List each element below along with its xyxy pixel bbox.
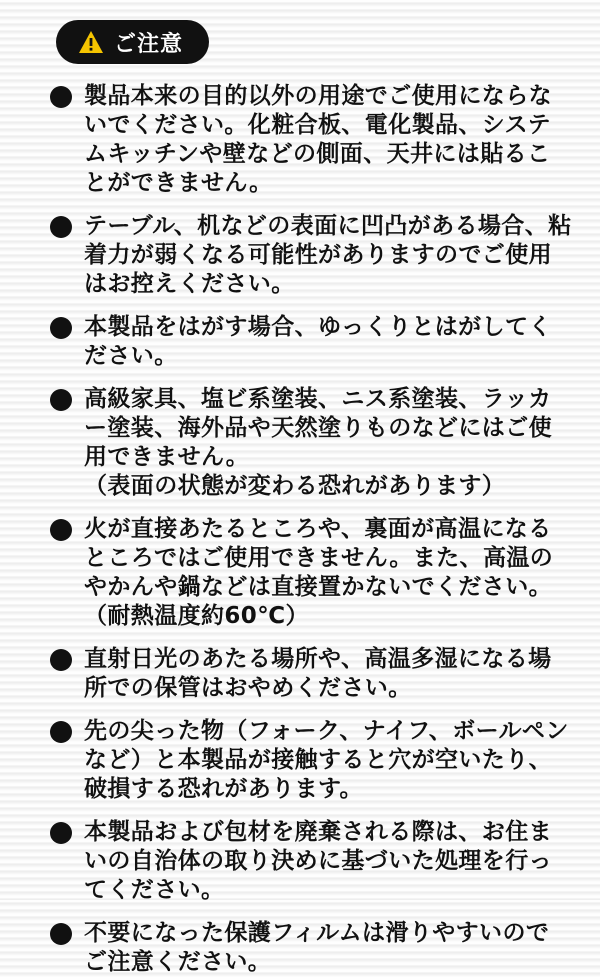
bullet-icon	[50, 822, 72, 844]
bullet-icon	[50, 317, 72, 339]
bullet-icon	[50, 649, 72, 671]
caution-note-text: 本製品をはがす場合、ゆっくりとはがしてください。	[84, 314, 552, 369]
caution-note-text: 火が直接あたるところや、裏面が高温になるところではご使用できません。また、高温のやかんや鍋などは直接置かないでください。	[84, 516, 554, 600]
bullet-icon	[50, 721, 72, 743]
caution-note-text: 製品本来の目的以外の用途でご使用にならないでください。化粧合板、電化製品、システムキッチンや壁などの側面、天井には貼ることができません。	[84, 83, 552, 196]
caution-note	[50, 385, 572, 501]
caution-note-text: 不要になった保護フィルムは滑りやすいのでご注意ください。	[84, 920, 550, 975]
bullet-icon	[50, 519, 72, 541]
caution-note	[50, 515, 572, 631]
caution-note-subnote: （表面の状態が変わる恐れがあります）	[84, 473, 506, 499]
bullet-icon	[50, 389, 72, 411]
caution-note	[50, 82, 572, 198]
caution-note	[50, 313, 572, 371]
caution-note	[50, 919, 572, 977]
caution-note-subnote: （耐熱温度約60℃）	[84, 603, 309, 629]
caution-note-text: テーブル、机などの表面に凹凸がある場合、粘着力が弱くなる可能性がありますのでご使用はお控えください。	[84, 213, 572, 297]
caution-notes-list	[50, 82, 572, 977]
caution-header-badge	[56, 20, 209, 64]
bullet-icon	[50, 216, 72, 238]
warning-triangle-icon	[78, 29, 104, 55]
bullet-icon	[50, 86, 72, 108]
caution-note	[50, 645, 572, 703]
caution-note	[50, 212, 572, 299]
caution-note-text: 高級家具、塩ビ系塗装、ニス系塗装、ラッカー塗装、海外品や天然塗りものなどにはご使用できません。	[84, 386, 552, 470]
caution-note	[50, 818, 572, 905]
bullet-icon	[50, 923, 72, 945]
caution-note-text: 先の尖った物（フォーク、ナイフ、ボールペンなど）と本製品が接触すると穴が空いたり、破損する恐れがあります。	[84, 718, 569, 802]
caution-note	[50, 717, 572, 804]
caution-title: ご注意	[114, 31, 184, 57]
caution-note-text: 本製品および包材を廃棄される際は、お住まいの自治体の取り決めに基づいた処理を行ってください。	[84, 819, 552, 903]
caution-note-text: 直射日光のあたる場所や、高温多湿になる場所での保管はおやめください。	[84, 646, 552, 701]
